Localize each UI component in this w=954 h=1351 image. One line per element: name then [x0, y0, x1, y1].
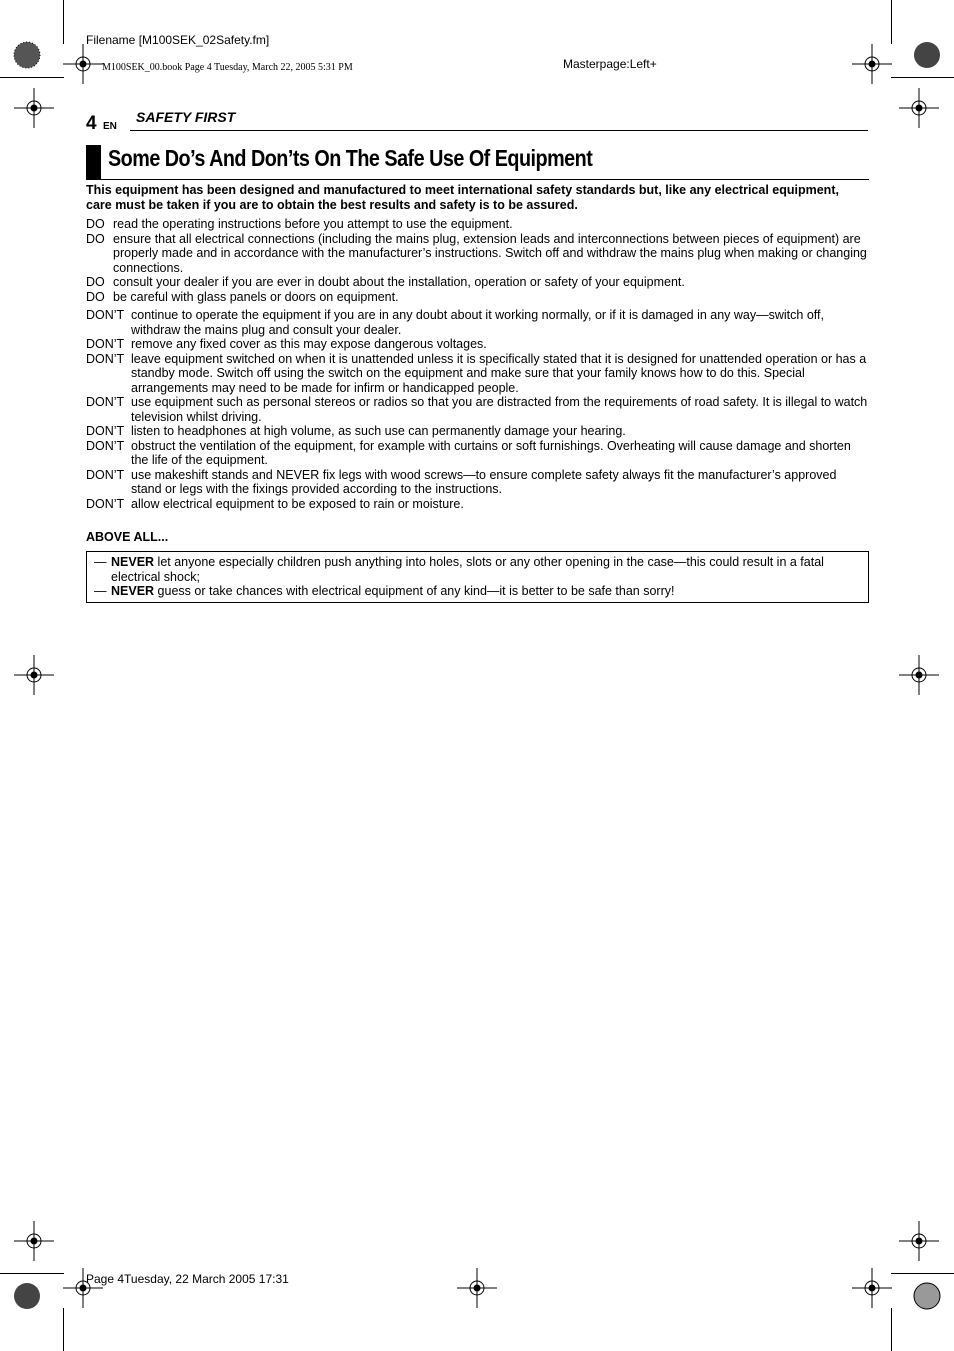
dont-item — [86, 468, 868, 497]
do-item — [86, 217, 868, 232]
dont-item — [86, 497, 868, 512]
title-rule — [86, 179, 869, 180]
dont-item — [86, 395, 868, 424]
page-number: 4 — [86, 113, 97, 134]
dont-label: DON’T — [86, 424, 125, 438]
dont-label: DON’T — [86, 395, 125, 409]
do-label: DO — [86, 275, 105, 289]
dont-text: leave equipment switched on when it is unattended unless it is specifically stated that it is designed for unattended operation or has a standby mode. Switch off using the switch on the equipment and make sure that your family knows how to do this. Special arrangements may need to be made for infirm or handicapped people. — [131, 351, 867, 395]
calibration-circle-icon — [12, 1281, 42, 1311]
dont-text: use makeshift stands and NEVER fix legs with wood screws—to ensure complete safety always fit the manufacturer’s approved stand or legs with the fixings provided according to the instructions. — [131, 467, 837, 496]
masterpage-label: Masterpage:Left+ — [563, 57, 657, 71]
warning-dash: — — [94, 584, 107, 598]
header-rule — [130, 130, 868, 131]
dont-text: allow electrical equipment to be exposed to rain or moisture. — [131, 496, 464, 511]
warning-body: guess or take chances with electrical equipment of any kind—it is better to be safe than sorry! — [154, 584, 675, 598]
crop-mark — [891, 1273, 954, 1274]
do-text: consult your dealer if you are ever in doubt about the installation, operation or safety of your equipment. — [113, 275, 685, 289]
registration-mark-icon — [899, 88, 939, 128]
dont-label: DON’T — [86, 308, 125, 322]
dont-text: use equipment such as personal stereos or radios so that you are distracted from the requirements of road safety. It is illegal to watch television whilst driving. — [131, 395, 868, 424]
page-title: Some Do’s And Don’ts On The Safe Use Of Equipment — [108, 145, 593, 171]
dont-text: obstruct the ventilation of the equipment, for example with curtains or soft furnishings. Overheating will cause damage and shorten the life of the equipment. — [131, 438, 851, 467]
do-text: read the operating instructions before you attempt to use the equipment. — [113, 217, 513, 231]
dont-list — [86, 308, 868, 511]
registration-mark-icon — [899, 1221, 939, 1261]
registration-mark-icon — [852, 44, 892, 84]
do-text: ensure that all electrical connections (including the mains plug, extension leads and interconnections between pieces of equipment) are properly made and in accordance with the manufacturer’s instructions. Switch off and withdraw the mains plug when making or changing connections. — [113, 231, 867, 275]
do-item — [86, 275, 868, 290]
warning-box — [86, 551, 869, 603]
footer-timestamp: Page 4Tuesday, 22 March 2005 17:31 — [86, 1272, 289, 1286]
crop-mark — [0, 77, 64, 78]
registration-mark-icon — [14, 655, 54, 695]
crop-mark — [63, 1308, 64, 1351]
dont-text: remove any fixed cover as this may expose dangerous voltages. — [131, 337, 487, 351]
safety-lists — [86, 217, 868, 511]
registration-mark-icon — [14, 88, 54, 128]
above-all-heading: ABOVE ALL... — [86, 530, 169, 544]
crop-mark — [0, 1273, 64, 1274]
warning-text — [111, 584, 674, 599]
dont-item — [86, 308, 868, 337]
title-bar-marker — [86, 145, 101, 179]
dont-text: continue to operate the equipment if you are in any doubt about it working normally, or if it is damaged in any way—switch off, withdraw the mains plug and consult your dealer. — [131, 308, 824, 337]
section-heading: SAFETY FIRST — [136, 109, 236, 125]
warning-text — [111, 555, 862, 584]
do-item — [86, 232, 868, 276]
warning-emphasis: NEVER — [111, 555, 155, 569]
do-text: be careful with glass panels or doors on equipment. — [113, 289, 399, 304]
do-list — [86, 217, 868, 304]
warning-item — [94, 584, 862, 599]
registration-mark-icon — [14, 1221, 54, 1261]
registration-mark-icon — [63, 44, 103, 84]
crop-mark — [63, 0, 64, 44]
warning-emphasis: NEVER — [111, 584, 155, 598]
calibration-circle-icon — [12, 40, 42, 70]
dont-label: DON’T — [86, 467, 125, 482]
registration-mark-icon — [457, 1268, 497, 1308]
crop-mark — [891, 1308, 892, 1351]
dont-text: listen to headphones at high volume, as such use can permanently damage your hearing. — [131, 424, 626, 438]
do-label: DO — [86, 217, 105, 231]
dont-label: DON’T — [86, 337, 125, 351]
dont-item — [86, 337, 868, 352]
dont-label: DON’T — [86, 351, 125, 366]
calibration-circle-icon — [912, 1281, 942, 1311]
crop-mark — [891, 0, 892, 44]
registration-mark-icon — [63, 1268, 103, 1308]
warning-item — [94, 555, 862, 584]
dont-item — [86, 439, 868, 468]
do-label: DO — [86, 231, 105, 246]
calibration-circle-icon — [912, 40, 942, 70]
dont-label: DON’T — [86, 496, 125, 511]
warning-dash: — — [94, 555, 107, 569]
intro-paragraph: This equipment has been designed and manufactured to meet international safety standards but, like any electrical equipment, care must be taken if you are to obtain the best results and safety is to be assured. — [86, 183, 839, 212]
dont-label: DON’T — [86, 438, 125, 453]
book-info-line: M100SEK_00.book Page 4 Tuesday, March 22, 2005 5:31 PM — [102, 62, 353, 73]
dont-item — [86, 352, 868, 396]
warning-body: let anyone especially children push anything into holes, slots or any other opening in the case—this could result in a fatal electrical shock; — [111, 555, 824, 584]
language-code: EN — [103, 121, 117, 132]
registration-mark-icon — [899, 655, 939, 695]
dont-item — [86, 424, 868, 439]
do-label: DO — [86, 289, 105, 304]
crop-mark — [891, 77, 954, 78]
filename-label: Filename [M100SEK_02Safety.fm] — [86, 33, 270, 47]
do-item — [86, 290, 868, 305]
registration-mark-icon — [852, 1268, 892, 1308]
